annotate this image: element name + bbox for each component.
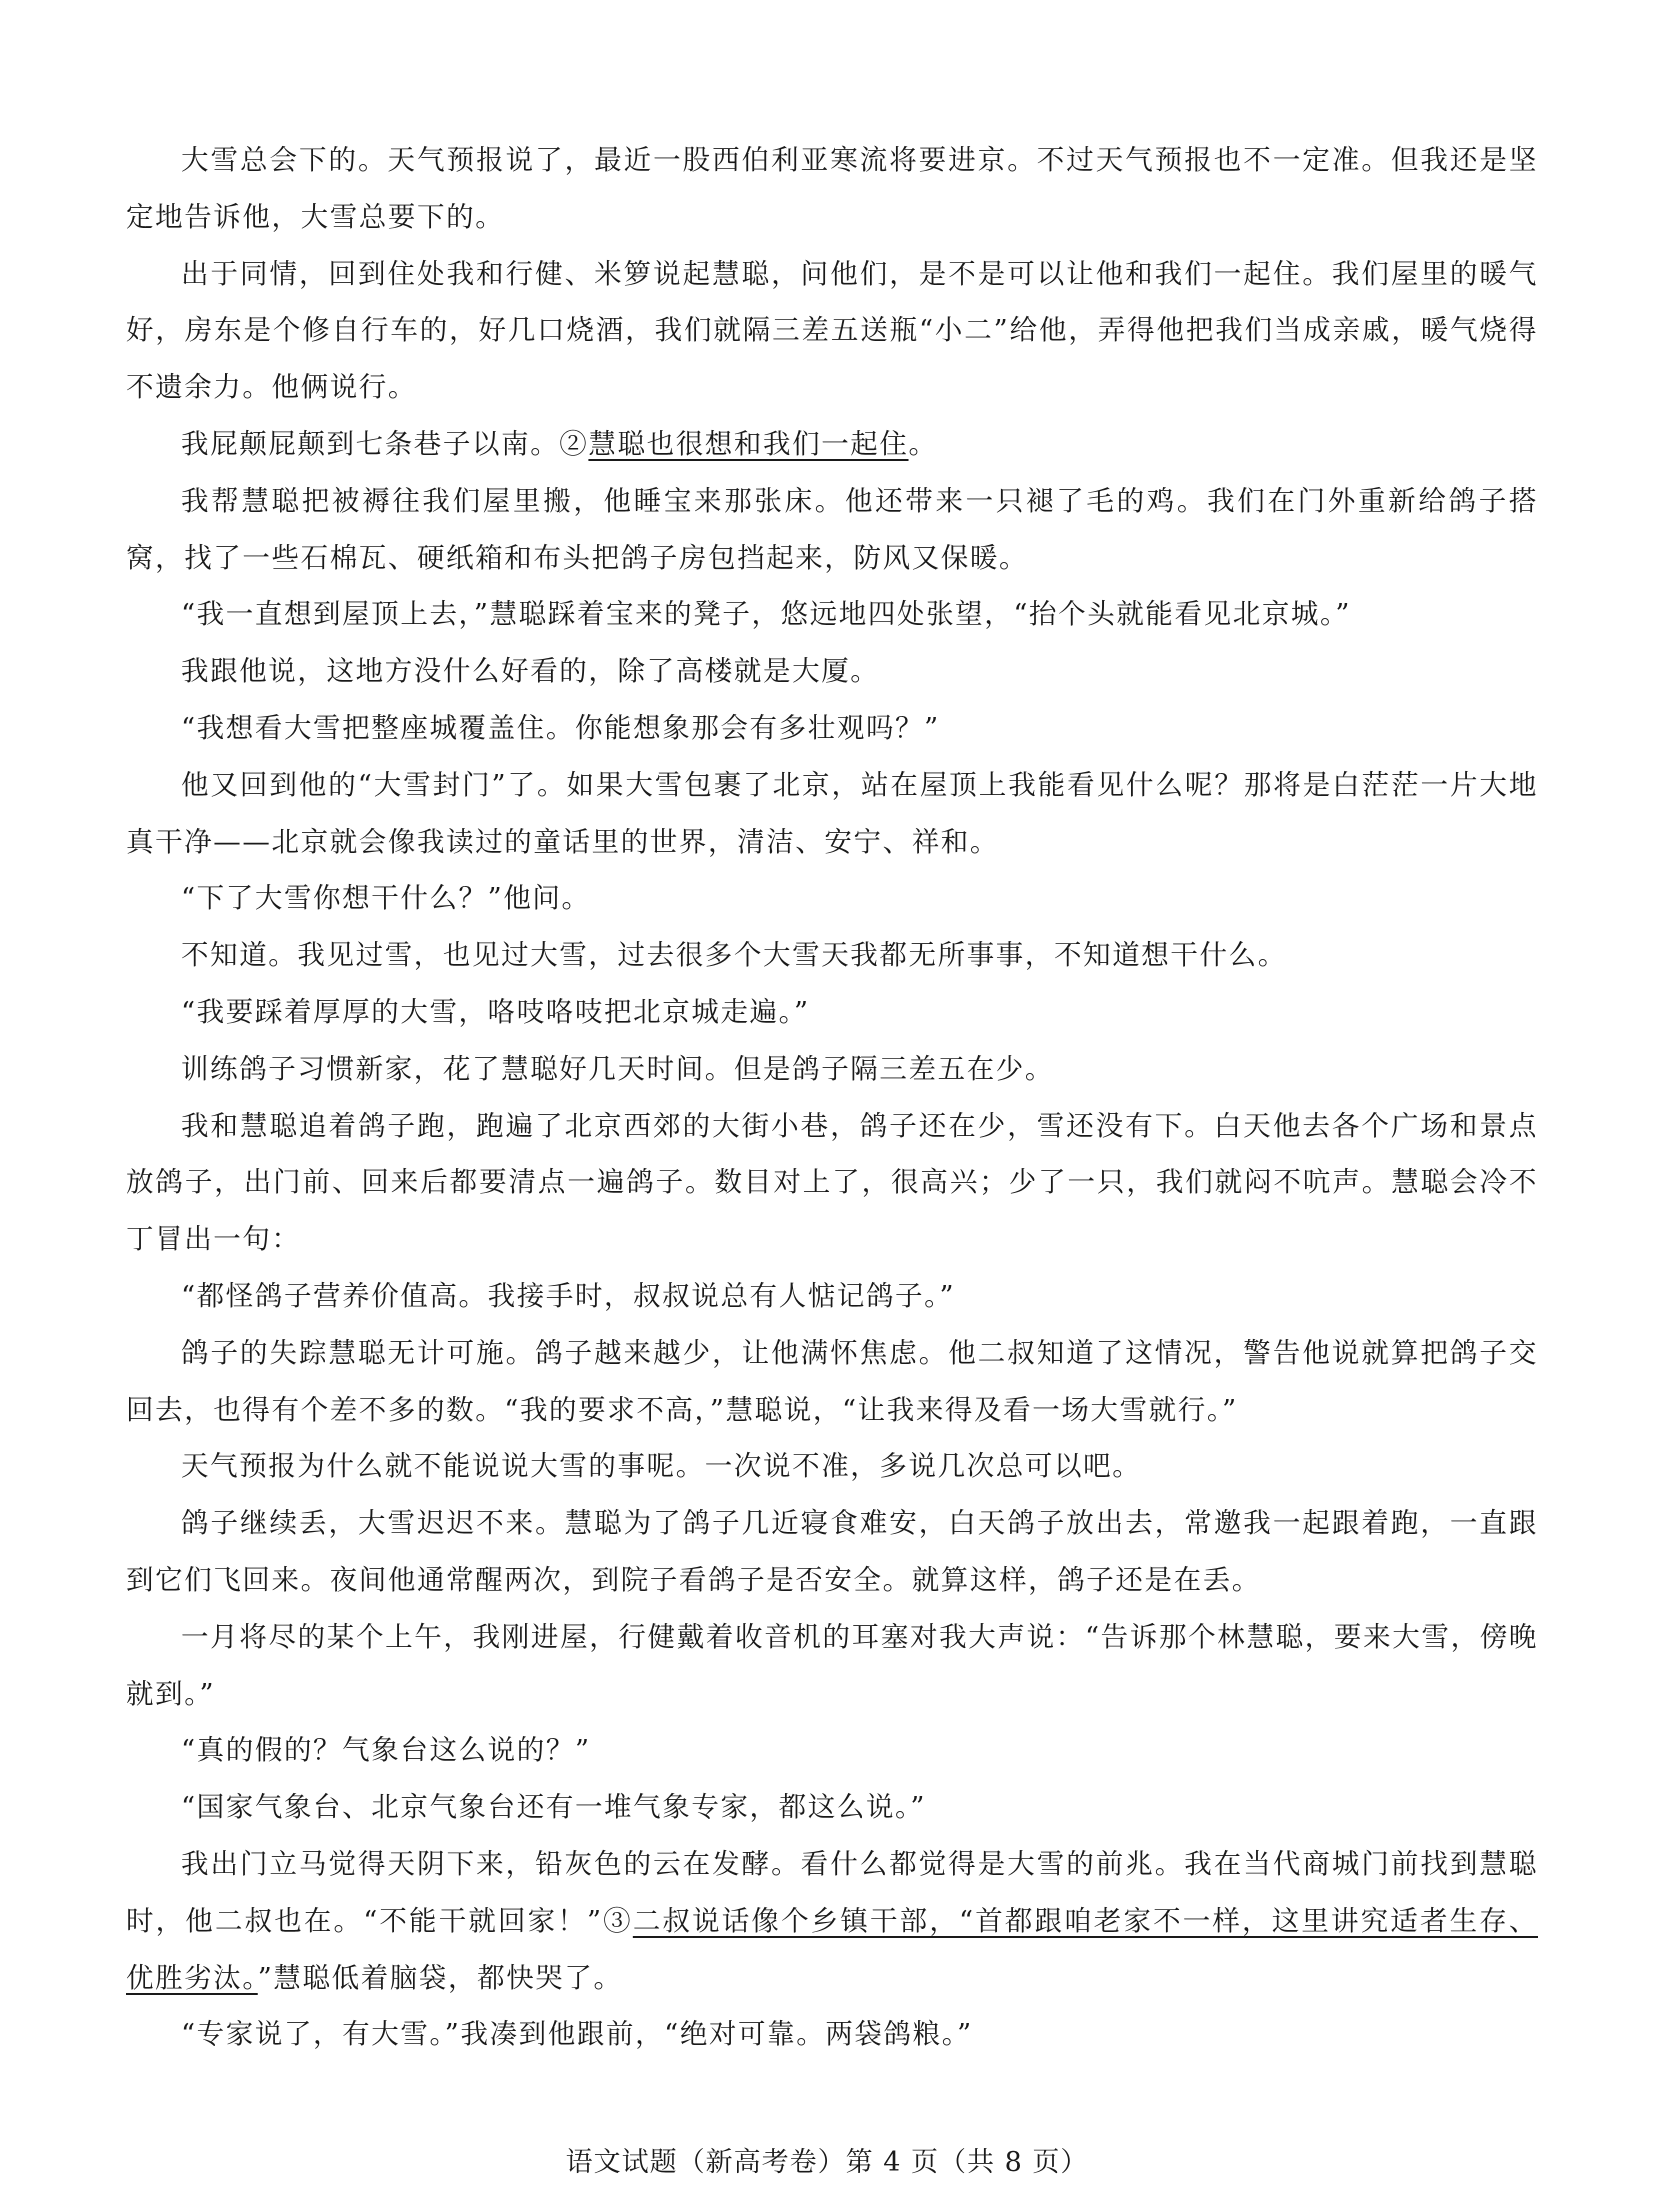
paragraph [126,984,1538,1041]
paragraph [126,132,1538,246]
paragraph [126,1722,1538,1779]
underlined-sentence: 慧聪也很想和我们一起住 [588,427,909,460]
underlined-sentence: 二叔说话像个乡镇干部，“首都跟咱老家不一样，这里讲究适者生存、优胜劣汰。 [126,1904,1538,1994]
text-segment: 鸽子继续丢，大雪迟迟不来。慧聪为了鸽子几近寝食难安，白天鸽子放出去，常邀我一起跟着跑，一直跟到它们飞回来。夜间他通常醒两次，到院子看鸽子是否安全。就算这样，鸽子还是在丢。 [126,1507,1538,1596]
paragraph [126,1325,1538,1439]
text-segment: 。 [908,427,938,460]
paragraph [126,1268,1538,1325]
paragraph [126,927,1538,984]
text-segment: 我出门立马觉得天阴下来，铅灰色的云在发酵。看什么都觉得是大雪的前兆。我在当代商城门前找到慧聪时，他二叔也在。“不能干就回家！”③ [126,1847,1538,1937]
paragraph [126,473,1538,587]
paragraph [126,1779,1538,1836]
paragraph [126,757,1538,871]
text-segment: 我屁颠屁颠到七条巷子以南。② [181,427,589,460]
text-segment: 出于同情，回到住处我和行健、米箩说起慧聪，问他们，是不是可以让他和我们一起住。我们屋里的暖气好，房东是个修自行车的，好几口烧酒，我们就隔三差五送瓶“小二”给他，弄得他把我们当成亲戚，暖气烧得不遗余力。他俩说行。 [126,257,1538,404]
paragraph [126,1438,1538,1495]
text-segment: 鸽子的失踪慧聪无计可施。鸽子越来越少，让他满怀焦虑。他二叔知道了这情况，警告他说就算把鸽子交回去，也得有个差不多的数。“我的要求不高，”慧聪说，“让我来得及看一场大雪就行。” [126,1336,1538,1426]
text-segment: “都怪鸽子营养价值高。我接手时，叔叔说总有人惦记鸽子。” [181,1279,956,1312]
paragraph [126,586,1538,643]
text-segment: ”慧聪低着脑袋，都快哭了。 [257,1961,623,1994]
paragraph [126,1609,1538,1723]
text-segment: 不知道。我见过雪，也见过大雪，过去很多个大雪天我都无所事事，不知道想干什么。 [181,939,1287,972]
text-segment: “我想看大雪把整座城覆盖住。你能想象那会有多壮观吗？” [181,711,940,744]
paragraph [126,870,1538,927]
paragraph [126,416,1538,473]
text-segment: “我要踩着厚厚的大雪，咯吱咯吱把北京城走遍。” [181,995,810,1028]
paragraph [126,2006,1538,2063]
paragraph [126,1098,1538,1268]
text-segment: “下了大雪你想干什么？”他问。 [181,882,591,915]
paragraph [126,1836,1538,2006]
text-segment: 我帮慧聪把被褥往我们屋里搬，他睡宝来那张床。他还带来一只褪了毛的鸡。我们在门外重新给鸽子搭窝，找了一些石棉瓦、硬纸箱和布头把鸽子房包挡起来，防风又保暖。 [126,484,1538,574]
text-segment: 训练鸽子习惯新家，花了慧聪好几天时间。但是鸽子隔三差五在少。 [181,1052,1054,1085]
text-segment: 天气预报为什么就不能说说大雪的事呢。一次说不准，多说几次总可以吧。 [181,1450,1142,1483]
text-segment: 我跟他说，这地方没什么好看的，除了高楼就是大厦。 [181,655,880,688]
text-segment: 一月将尽的某个上午，我刚进屋，行健戴着收音机的耳塞对我大声说：“告诉那个林慧聪，要来大雪，傍晚就到。” [126,1620,1538,1710]
paragraph [126,700,1538,757]
text-segment: “国家气象台、北京气象台还有一堆气象专家，都这么说。” [181,1791,927,1824]
text-segment: 我和慧聪追着鸽子跑，跑遍了北京西郊的大街小巷，鸽子还在少，雪还没有下。白天他去各个广场和景点放鸽子，出门前、回来后都要清点一遍鸽子。数目对上了，很高兴；少了一只，我们就闷不吭声。慧聪会冷不丁冒出一句： [126,1109,1538,1256]
text-segment: 他又回到他的“大雪封门”了。如果大雪包裹了北京，站在屋顶上我能看见什么呢？那将是白茫茫一片大地真干净——北京就会像我读过的童话里的世界，清洁、安宁、祥和。 [126,768,1538,858]
text-segment: 大雪总会下的。天气预报说了，最近一股西伯利亚寒流将要进京。不过天气预报也不一定准。但我还是坚定地告诉他，大雪总要下的。 [126,144,1538,233]
paragraph [126,1495,1538,1609]
passage-body [126,132,1538,2063]
paragraph [126,246,1538,416]
paragraph [126,1041,1538,1098]
text-segment: “真的假的？气象台这么说的？” [181,1734,591,1767]
text-segment: “我一直想到屋顶上去，”慧聪踩着宝来的凳子，悠远地四处张望，“抬个头就能看见北京城。” [181,598,1352,631]
paragraph [126,643,1538,700]
text-segment: “专家说了，有大雪。”我凑到他跟前，“绝对可靠。两袋鸽粮。” [181,2018,973,2051]
page-footer: 语文试题（新高考卷）第 4 页（共 8 页） [565,2147,1089,2178]
